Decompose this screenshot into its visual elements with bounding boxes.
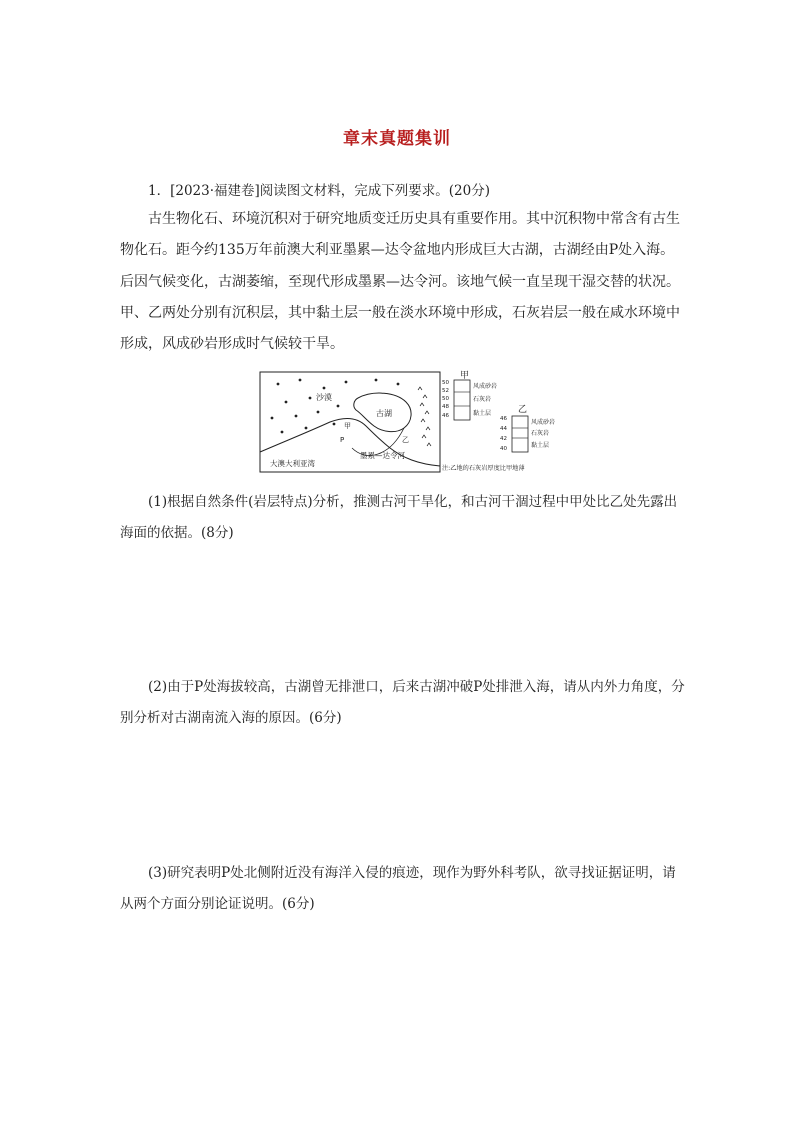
figure-note: 注:乙地的石灰岩厚度比甲地薄 (442, 465, 525, 472)
map-svg (258, 370, 588, 480)
tick: 40 (500, 446, 507, 452)
layer-label: 风成砂岩 (473, 383, 498, 390)
subquestion-2: (2)由于P处海拔较高，古湖曾无排泄口，后来古湖冲破P处排泄入海，请从内外力角度，分别分析对古湖南流入海的原因。(6分) (120, 679, 685, 726)
desert-dots (271, 379, 400, 434)
label-river: 墨累—达令河 (360, 451, 405, 460)
tick: 42 (500, 436, 507, 442)
layer-label: 石灰岩 (473, 396, 492, 403)
tick: 46 (442, 413, 449, 419)
label-jia: 甲 (344, 422, 351, 430)
label-desert: 沙漠 (316, 393, 332, 402)
column-jia (442, 380, 497, 420)
label-p: P (340, 436, 345, 444)
column-yi-title: 乙 (518, 405, 528, 415)
layer-label: 石灰岩 (531, 430, 550, 437)
label-yi: 乙 (402, 436, 409, 444)
label-bay: 大澳大利亚湾 (270, 459, 315, 468)
tick: 52 (442, 388, 449, 394)
column-yi (500, 416, 555, 452)
subquestion-1: (1)根据自然条件(岩层特点)分析，推测古河干旱化，和古河干涸过程中甲处比乙处先露出海面的依据。(8分) (120, 494, 678, 541)
question-header: 1．[2023·福建卷]阅读图文材料，完成下列要求。(20分) (148, 183, 490, 199)
mountain-marks (418, 387, 431, 446)
figure-map (258, 370, 588, 480)
tick: 50 (442, 396, 449, 402)
layer-label: 风成砂岩 (531, 419, 556, 426)
material-paragraph: 古生物化石、环境沉积对于研究地质变迁历史具有重要作用。其中沉积物中常含有古生物化石。距今约135万年前澳大利亚墨累—达令盆地内形成巨大古湖，古湖经由P处入海。后因气候变化，古湖萎缩，至现代形成墨累—达令河。该地气候一直呈现干湿交替的状况。甲、乙两处分别有沉积层，其中黏土层一般在淡水环境中形成，石灰岩层一般在咸水环境中形成，风成砂岩形成时气候较干旱。 (120, 211, 680, 353)
tick: 44 (500, 426, 507, 432)
label-lake: 古湖 (376, 409, 392, 418)
layer-label: 黏土层 (531, 442, 550, 449)
tick: 48 (442, 404, 449, 410)
tick: 46 (500, 416, 507, 422)
subquestion-3: (3)研究表明P处北侧附近没有海洋入侵的痕迹，现作为野外科考队，欲寻找证据证明，请从两个方面分别论证说明。(6分) (120, 865, 676, 912)
tick: 50 (442, 380, 449, 386)
layer-label: 黏土层 (473, 410, 492, 417)
column-jia-title: 甲 (460, 371, 470, 381)
page-title: 章末真题集训 (343, 129, 451, 149)
